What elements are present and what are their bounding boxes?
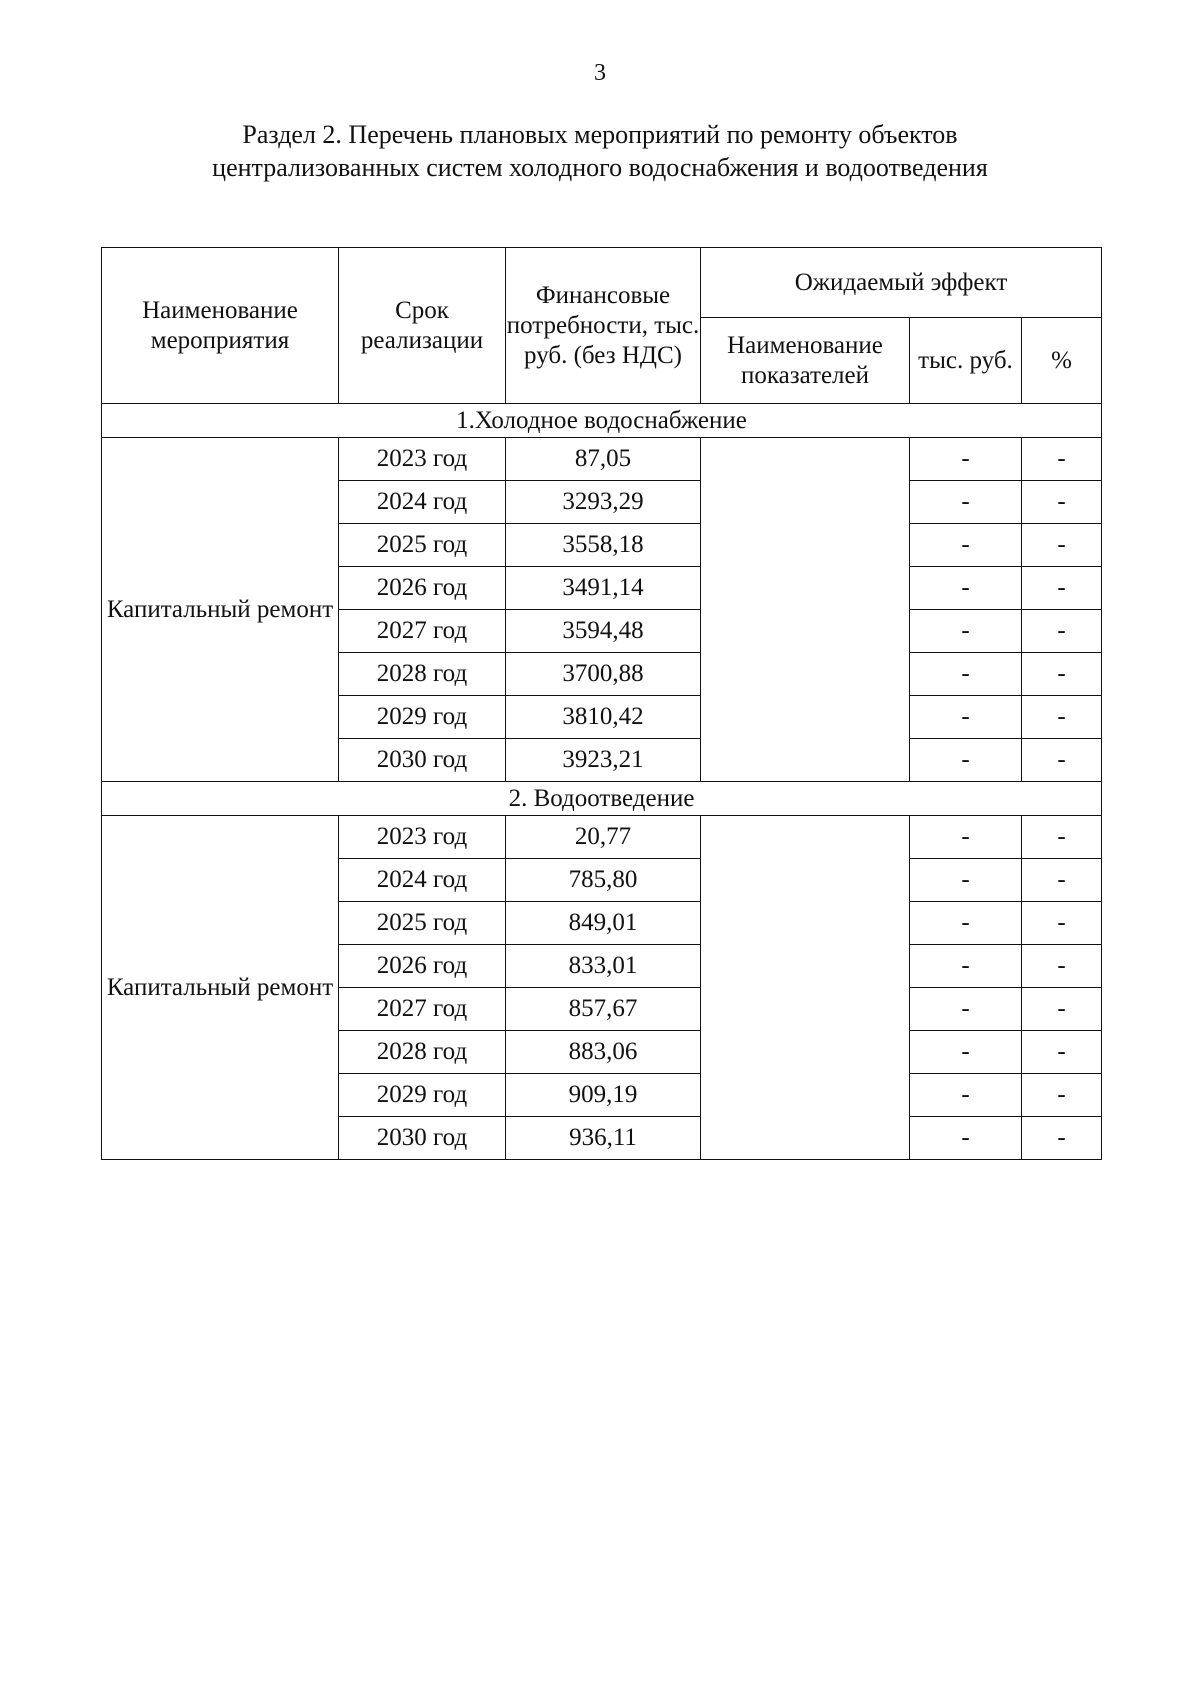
title-line-2: централизованных систем холодного водоснабжения и водоотведения <box>212 153 988 182</box>
year-cell: 2024 год <box>339 481 506 524</box>
header-measure-name: Наименование мероприятия <box>102 248 339 404</box>
title-line-1: Раздел 2. Перечень плановых мероприятий по ремонту объектов <box>242 120 958 149</box>
table-row <box>102 816 1102 859</box>
year-cell: 2028 год <box>339 653 506 696</box>
effect-percent-cell: - <box>1022 1074 1102 1117</box>
effect-rub-cell: - <box>910 567 1022 610</box>
table-row <box>102 438 1102 481</box>
year-cell: 2025 год <box>339 524 506 567</box>
effect-rub-cell: - <box>910 653 1022 696</box>
effect-percent-cell: - <box>1022 696 1102 739</box>
year-cell: 2025 год <box>339 902 506 945</box>
year-cell: 2029 год <box>339 1074 506 1117</box>
finance-value-cell: 87,05 <box>506 438 701 481</box>
year-cell: 2027 год <box>339 988 506 1031</box>
plan-table <box>101 247 1102 1160</box>
effect-percent-cell: - <box>1022 438 1102 481</box>
effect-percent-cell: - <box>1022 945 1102 988</box>
effect-rub-cell: - <box>910 610 1022 653</box>
year-cell: 2026 год <box>339 567 506 610</box>
effect-percent-cell: - <box>1022 988 1102 1031</box>
section-title: 2. Водоотведение <box>102 782 1102 816</box>
year-cell: 2023 год <box>339 438 506 481</box>
header-thousand-rub: тыс. руб. <box>910 318 1022 404</box>
table-body <box>102 404 1102 1160</box>
effect-percent-cell: - <box>1022 1031 1102 1074</box>
section-row <box>102 404 1102 438</box>
finance-value-cell: 857,67 <box>506 988 701 1031</box>
year-cell: 2026 год <box>339 945 506 988</box>
effect-rub-cell: - <box>910 524 1022 567</box>
finance-value-cell: 936,11 <box>506 1117 701 1160</box>
effect-percent-cell: - <box>1022 739 1102 782</box>
effect-percent-cell: - <box>1022 567 1102 610</box>
measure-name-cell: Капитальный ремонт <box>102 816 339 1160</box>
finance-value-cell: 785,80 <box>506 859 701 902</box>
effect-percent-cell: - <box>1022 610 1102 653</box>
effect-percent-cell: - <box>1022 653 1102 696</box>
effect-percent-cell: - <box>1022 1117 1102 1160</box>
effect-percent-cell: - <box>1022 902 1102 945</box>
document-title <box>0 118 1200 184</box>
effect-rub-cell: - <box>910 696 1022 739</box>
finance-value-cell: 3700,88 <box>506 653 701 696</box>
effect-rub-cell: - <box>910 859 1022 902</box>
year-cell: 2027 год <box>339 610 506 653</box>
year-cell: 2028 год <box>339 1031 506 1074</box>
finance-value-cell: 849,01 <box>506 902 701 945</box>
year-cell: 2029 год <box>339 696 506 739</box>
finance-value-cell: 3293,29 <box>506 481 701 524</box>
effect-rub-cell: - <box>910 1031 1022 1074</box>
header-term: Срок реализации <box>339 248 506 404</box>
year-cell: 2023 год <box>339 816 506 859</box>
finance-value-cell: 833,01 <box>506 945 701 988</box>
header-percent: % <box>1022 318 1102 404</box>
effect-rub-cell: - <box>910 902 1022 945</box>
year-cell: 2030 год <box>339 1117 506 1160</box>
effect-percent-cell: - <box>1022 481 1102 524</box>
effect-percent-cell: - <box>1022 524 1102 567</box>
effect-rub-cell: - <box>910 438 1022 481</box>
finance-value-cell: 3594,48 <box>506 610 701 653</box>
indicators-cell <box>701 438 910 782</box>
section-title: 1.Холодное водоснабжение <box>102 404 1102 438</box>
finance-value-cell: 3558,18 <box>506 524 701 567</box>
effect-rub-cell: - <box>910 1117 1022 1160</box>
effect-rub-cell: - <box>910 481 1022 524</box>
effect-percent-cell: - <box>1022 816 1102 859</box>
effect-rub-cell: - <box>910 1074 1022 1117</box>
indicators-cell <box>701 816 910 1160</box>
header-expected-effect: Ожидаемый эффект <box>701 248 1102 318</box>
effect-rub-cell: - <box>910 988 1022 1031</box>
effect-percent-cell: - <box>1022 859 1102 902</box>
header-indicators: Наименование показателей <box>701 318 910 404</box>
page-number: 3 <box>594 60 606 86</box>
finance-value-cell: 3810,42 <box>506 696 701 739</box>
year-cell: 2030 год <box>339 739 506 782</box>
measure-name-cell: Капитальный ремонт <box>102 438 339 782</box>
finance-value-cell: 883,06 <box>506 1031 701 1074</box>
effect-rub-cell: - <box>910 816 1022 859</box>
effect-rub-cell: - <box>910 945 1022 988</box>
section-row <box>102 782 1102 816</box>
header-finance: Финансовые потребности, тыс. руб. (без НДС) <box>506 248 701 404</box>
finance-value-cell: 3923,21 <box>506 739 701 782</box>
finance-value-cell: 3491,14 <box>506 567 701 610</box>
finance-value-cell: 20,77 <box>506 816 701 859</box>
year-cell: 2024 год <box>339 859 506 902</box>
finance-value-cell: 909,19 <box>506 1074 701 1117</box>
effect-rub-cell: - <box>910 739 1022 782</box>
